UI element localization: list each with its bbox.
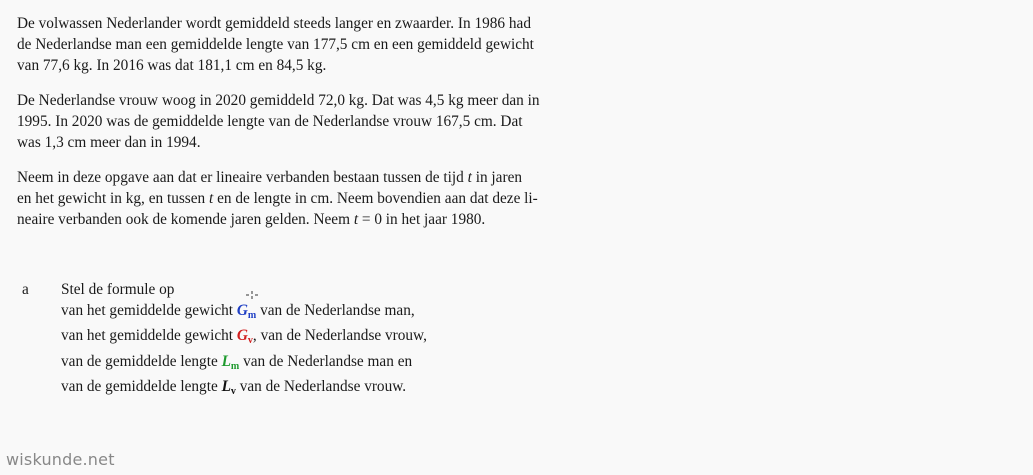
- paragraph-1-line-1: De volwassen Nederlander wordt gemiddeld steeds langer en zwaarder. In 1986 had: [17, 15, 531, 32]
- task-line-2-post: van de Nederlandse man,: [256, 301, 415, 319]
- paragraph-2: [17, 90, 617, 153]
- variable-lv-letter: L: [221, 378, 231, 395]
- variable-gv-subscript: v: [247, 335, 253, 346]
- task-line-3-post: , van de Nederlandse vrouw,: [252, 327, 427, 344]
- task-line-3: [61, 326, 581, 352]
- variable-lv-subscript: v: [230, 386, 236, 397]
- task-line-5-pre: van de gemiddelde lengte: [61, 378, 222, 395]
- task-line-4-pre: van de gemiddelde lengte: [61, 352, 222, 370]
- variable-t: t: [467, 169, 472, 186]
- site-watermark: wiskunde.net: [6, 450, 115, 469]
- paragraph-3-line-3a: neaire verbanden ook de komende jaren gelden. Neem: [17, 211, 354, 228]
- paragraph-2-line-2: 1995. In 2020 was de gemiddelde lengte van de Nederlandse vrouw 167,5 cm. Dat: [17, 113, 523, 130]
- paragraph-3-line-2a: en het gewicht in kg, en tussen: [17, 190, 210, 207]
- task-line-1: Stel de formule op: [61, 281, 175, 298]
- variable-lm-subscript: m: [230, 360, 240, 372]
- variable-gv: [237, 327, 253, 344]
- paragraph-2-line-1: De Nederlandse vrouw woog in 2020 gemiddeld 72,0 kg. Dat was 4,5 kg meer dan in: [17, 92, 540, 109]
- task-line-5-post: van de Nederlandse vrouw.: [235, 378, 407, 395]
- paragraph-2-line-3: was 1,3 cm meer dan in 1994.: [17, 134, 201, 151]
- variable-lm: [222, 353, 240, 370]
- paragraph-3-line-2b: en de lengte in cm. Neem bovendien aan dat deze li-: [213, 190, 538, 207]
- task-line-2-pre: van het gemiddelde gewicht: [61, 301, 237, 319]
- paragraph-3: [17, 167, 617, 230]
- paragraph-3-line-1a: Neem in deze opgave aan dat er lineaire verbanden bestaan tussen de tijd: [17, 169, 468, 186]
- variable-lv: [222, 378, 236, 395]
- task-line-5: [61, 377, 581, 403]
- variable-gv-letter: G: [236, 327, 248, 344]
- variable-t: t: [353, 211, 359, 228]
- paragraph-3-line-3b: = 0 in het jaar 1980.: [358, 211, 486, 228]
- paragraph-1: [17, 13, 617, 76]
- paragraph-1-line-3: van 77,6 kg. In 2016 was dat 181,1 cm en 84,5 kg.: [17, 57, 327, 74]
- task-line-3-pre: van het gemiddelde gewicht: [61, 327, 237, 344]
- variable-t: t: [209, 190, 214, 207]
- paragraph-1-line-2: de Nederlandse man een gemiddelde lengte van 177,5 cm en een gemiddeld gewicht: [17, 36, 534, 53]
- variable-lm-letter: L: [221, 352, 231, 370]
- variable-gm-subscript: m: [247, 309, 257, 321]
- document-body: [17, 13, 617, 244]
- task-body: [61, 280, 581, 403]
- paragraph-3-line-1b: in jaren: [471, 169, 523, 186]
- task-line-4: [61, 352, 581, 378]
- variable-gm-letter: G: [236, 301, 248, 319]
- task-letter: a: [22, 281, 29, 298]
- text-cursor-icon: [245, 289, 259, 305]
- task-line-2: [61, 301, 581, 327]
- task-line-4-post: van de Nederlandse man en: [239, 352, 413, 370]
